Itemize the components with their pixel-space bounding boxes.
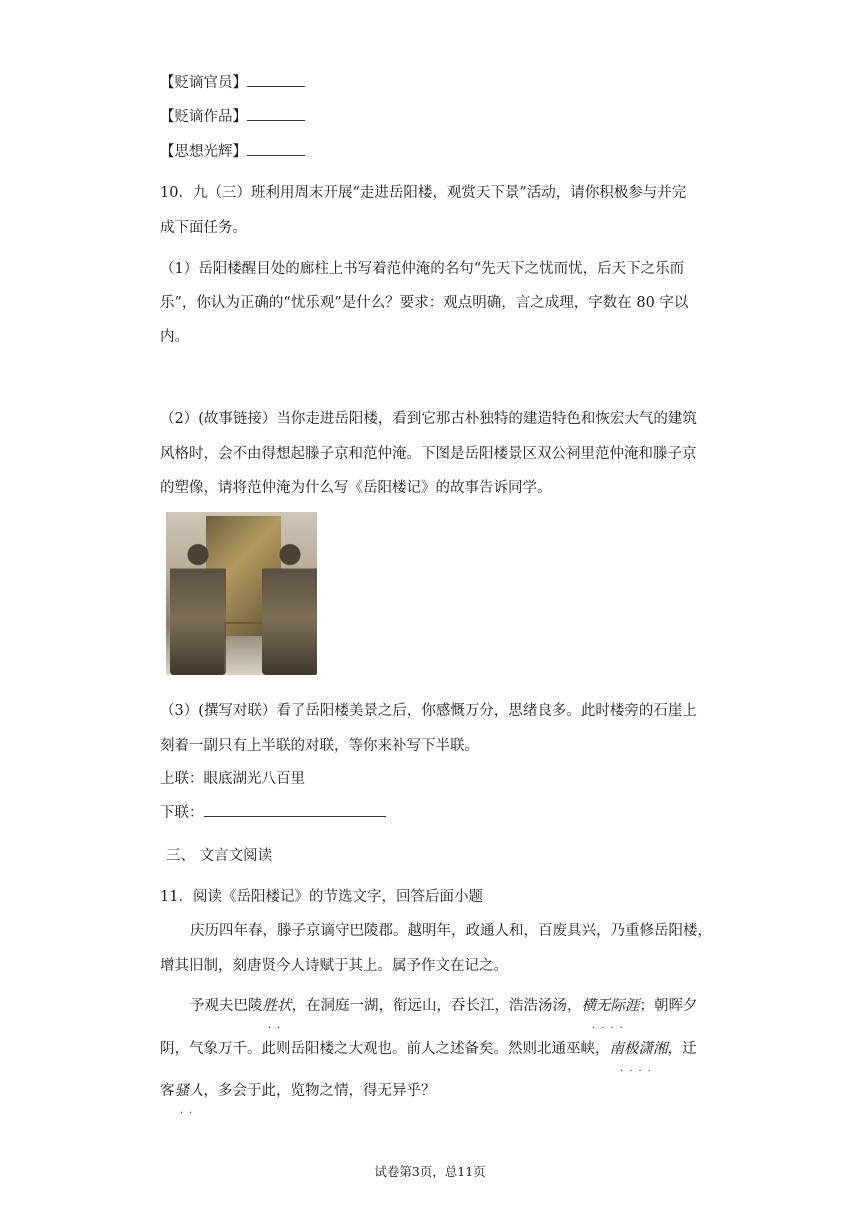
field-label: 【贬谪作品】 [160,109,247,125]
passage-line: 增其旧制，刻唐贤今人诗赋于其上。属予作文在记之。 [160,958,508,974]
passage-line [190,995,698,1034]
emphasis-dots: ···· [592,1023,629,1034]
emphasized-word [174,1083,204,1119]
passage-text: 阴，气象万千。此则岳阳楼之大观也。前人之述备矣。然则北通巫峡， [160,1041,610,1057]
passage-line [160,1080,436,1119]
emphasized-word [609,1041,668,1077]
statue-figure [262,535,317,675]
field-row [160,141,305,163]
couplet-lower [160,802,386,824]
q10-part1: 内。 [160,329,189,345]
passage-text: ，迁 [667,1041,697,1057]
emphasized-text: 胜状 [262,998,292,1014]
emphasis-dots: ·· [267,1023,287,1034]
passage-text: ；朝晖夕 [639,998,698,1014]
q10-part1: 乐”，你认为正确的“忧乐观”是什么？要求：观点明确，言之成理，字数在 80 字以 [160,295,689,311]
field-row [160,106,305,128]
couplet-upper: 上联：眼底湖光八百里 [160,771,305,787]
statue-photo [166,512,317,675]
section-heading: 三、 文言文阅读 [166,848,273,864]
question-10-title-cont: 成下面任务。 [160,220,247,236]
passage-line: 庆历四年春，滕子京谪守巴陵郡。越明年，政通人和，百废具兴，乃重修岳阳楼， [190,923,712,939]
answer-blank[interactable] [204,802,386,817]
passage-text: ，多会于此，览物之情，得无异乎？ [203,1083,436,1099]
q10-part2: （2）(故事链接）当你走进岳阳楼，看到它那古朴独特的建造特色和恢宏大气的建筑 [160,411,697,427]
answer-blank[interactable] [247,106,305,121]
emphasized-text: 骚人 [174,1083,204,1099]
question-11-title: 11．阅读《岳阳楼记》的节选文字，回答后面小题 [160,889,483,905]
q10-part1: （1）岳阳楼醒目处的廊柱上书写着范仲淹的名句“先天下之忧而忧，后天下之乐而 [160,261,685,277]
answer-blank[interactable] [247,72,305,87]
q10-part3: 刻着一副只有上半联的对联，等你来补写下半联。 [160,738,479,754]
answer-blank[interactable] [247,141,305,156]
page-footer: 试卷第3页，总11页 [374,1164,486,1179]
question-10-title: 10．九（三）班利用周末开展“走进岳阳楼，观赏天下景”活动，请你积极参与并完 [160,185,687,201]
field-label: 【思想光辉】 [160,144,247,160]
emphasis-dots: ···· [620,1066,657,1077]
couplet-lower-label: 下联： [160,805,204,821]
emphasized-word [581,998,640,1034]
field-label: 【贬谪官员】 [160,75,247,91]
emphasized-text: 横无际涯 [581,998,640,1014]
passage-text: 予观夫巴陵 [190,998,263,1014]
q10-part2: 风格时，会不由得想起滕子京和范仲淹。下图是岳阳楼景区双公祠里范仲淹和滕子京 [160,446,697,462]
q10-part3: （3）(撰写对联）看了岳阳楼美景之后，你感慨万分，思绪良多。此时楼旁的石崖上 [160,703,697,719]
passage-text: 客 [160,1083,175,1099]
statue-figure [170,535,226,675]
emphasized-text: 南极潇湘 [609,1041,668,1057]
emphasized-word [262,998,292,1034]
passage-line [160,1038,697,1077]
table-shape [224,622,264,672]
field-row [160,72,305,94]
q10-part2: 的塑像，请将范仲淹为什么写《岳阳楼记》的故事告诉同学。 [160,480,552,496]
passage-text: ，在洞庭一湖，衔远山，吞长江，浩浩汤汤， [291,998,582,1014]
emphasis-dots: ·· [179,1108,199,1119]
